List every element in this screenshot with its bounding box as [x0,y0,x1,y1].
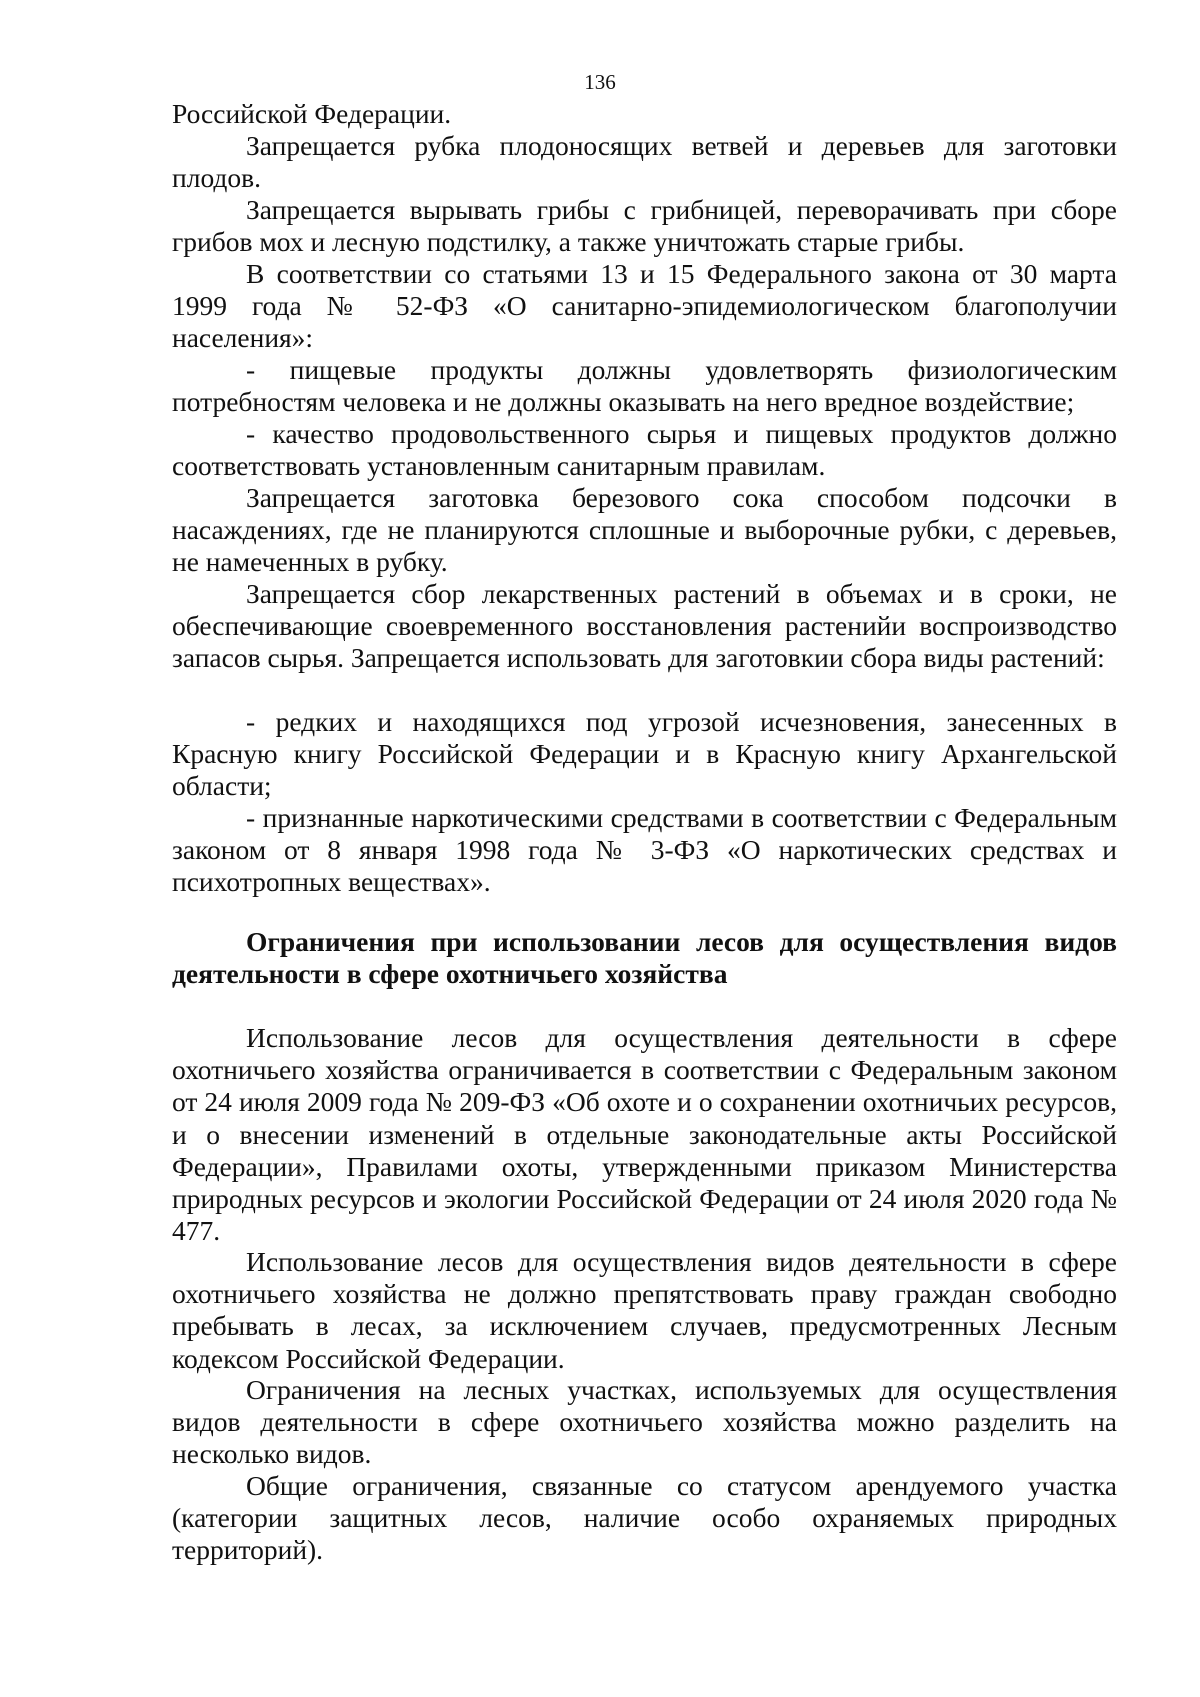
bullet-text: пищевые продукты должны удовлетворять физиологическим потребностям человека и не должны оказывать на него вредное воздействие; [172,354,1117,418]
bullet-dash: - [246,706,256,737]
section-heading: Ограничения при использовании лесов для осуществления видов деятельности в сфере охотничьего хозяйства [172,926,1117,990]
bullet-dash: - [246,418,256,449]
paragraph-citizen-access: Использование лесов для осуществления видов деятельности в сфере охотничьего хозяйства не должно препятствовать праву граждан свободно пребывать в лесах, за исключением случаев, предусмотренных Лесным кодексом Российской Федерации. [172,1246,1117,1374]
paragraph-continuation: Российской Федерации. [172,98,452,129]
bullet-dash: - [246,354,256,385]
paragraph-sanitary-law: В соответствии со статьями 13 и 15 Федерального закона от 30 марта 1999 года № 52-ФЗ «О санитарно-эпидемиологическом благополучии населения»: [172,258,1117,354]
bullet-text: качество продовольственного сырья и пищевых продуктов должно соответствовать установленным санитарным правилам. [172,418,1117,482]
paragraph-medicinal-plants: Запрещается сбор лекарственных растений в объемах и в сроки, не обеспечивающие своевременного восстановления растенийи воспроизводство запасов сырья. Запрещается использовать для заготовкии сбора виды растений: [172,578,1117,674]
paragraph-mushroom-ban: Запрещается вырывать грибы с грибницей, переворачивать при сборе грибов мох и лесную подстилку, а также уничтожать старые грибы. [172,194,1117,258]
bullet-text: редких и находящихся под угрозой исчезновения, занесенных в Красную книгу Российской Федерации и в Красную книгу Архангельской области; [172,706,1118,802]
bullet-raw-materials [172,418,1117,482]
paragraph-restriction-types: Ограничения на лесных участках, используемых для осуществления видов деятельности в сфере охотничьего хозяйства можно разделить на несколько видов. [172,1374,1117,1470]
page-number: 136 [584,70,616,94]
bullet-dash: - [246,802,256,833]
paragraph-hunting-law: Использование лесов для осуществления деятельности в сфере охотничьего хозяйства ограничивается в соответствии с Федеральным законом от 24 июля 2009 года № 209-ФЗ «Об охоте и о сохранении охотничьих ресурсов, и о внесении изменений в отдельные законодательные акты Российской Федерации», Правилами охоты, утвержденными приказом Министерства природных ресурсов и экологии Российской Федерации от 24 июля 2020 года № 477. [172,1022,1117,1247]
bullet-red-book [172,706,1117,803]
bullet-narcotic [172,802,1117,899]
bullet-text: признанные наркотическими средствами в соответствии с Федеральным законом от 8 января 1998 года № 3-ФЗ «О наркотических средствах и психотропных веществах». [172,802,1117,898]
paragraph-general-restrictions: Общие ограничения, связанные со статусом арендуемого участка (категории защитных лесов, наличие особо охраняемых природных территорий). [172,1470,1117,1566]
bullet-food-products [172,354,1117,418]
paragraph-birch-sap: Запрещается заготовка березового сока способом подсочки в насаждениях, где не планируются сплошные и выборочные рубки, с деревьев, не намеченных в рубку. [172,482,1117,578]
paragraph-fruit-tree-ban: Запрещается рубка плодоносящих ветвей и деревьев для заготовки плодов. [172,130,1117,194]
